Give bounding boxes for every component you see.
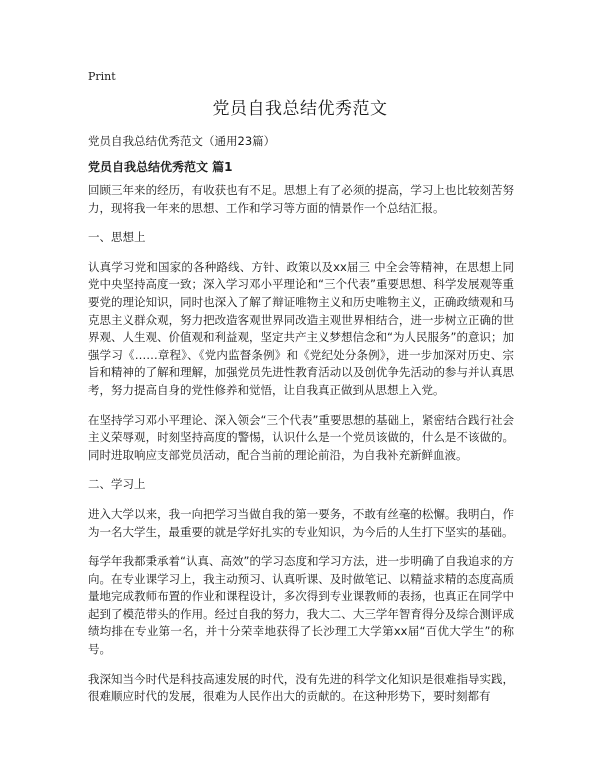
- paragraph-thought-2: 在坚持学习邓小平理论、深入领会“三个代表”重要思想的基础上，紧密结合践行社会主义荣辱观，时刻坚持高度的警惕，认识什么是一个党员该做的，什么是不该做的。同时进取响应支部党员活动，配合当前的理论前沿，为自我补充新鲜血液。: [88, 412, 514, 462]
- document-body: [88, 182, 514, 718]
- document-subtitle: 党员自我总结优秀范文（通用23篇）: [88, 134, 276, 148]
- paragraph-intro: 回顾三年来的经历，有收获也有不足。思想上有了必须的提高，学习上也比较刻苦努力，现将我一年来的思想、工作和学习等方面的情景作一个总结汇报。: [88, 183, 514, 215]
- paragraph-study-1: 进入大学以来，我一向把学习当做自我的第一要务，不敢有丝毫的松懈。我明白，作为一名大学生，最重要的就是学好扎实的专业知识，为今后的人生打下坚实的基础。: [88, 506, 514, 539]
- print-link[interactable]: Print: [88, 70, 116, 83]
- document-title: 党员自我总结优秀范文: [212, 99, 388, 119]
- paragraph-thought-1: 认真学习党和国家的各种路线、方针、政策以及xx届三 中全会等精神，在思想上同党中央坚持高度一致；深入学习邓小平理论和“三个代表”重要思想、科学发展观等重要党的理论知识，同时也深入了解了辩证唯物主义和历史唯物主义，正确政绩观和马克思主义群众观，努力把改造客观世界同改造主观世界相结合，进一步树立正确的世界观、人生观、价值观和利益观，坚定共产主义梦想信念和“为人民服务”的意识；加强学习《……章程》、《党内监督条例》和《党纪处分条例》，进一步加深对历史、宗旨和精神的了解和理解，加强党员先进性教育活动以及创优争先活动的参与并认真思考，努力提高自身的党性修养和觉悟，让自我真正做到从思想上入党。: [88, 259, 514, 397]
- paragraph-study-2: 每学年我都秉承着“认真、高效”的学习态度和学习方法，进一步明确了自我追求的方向。在专业课学习上，我主动预习、认真听课、及时做笔记、以精益求精的态度高质量地完成教师布置的作业和课程设计，多次得到专业课教师的表扬，也真正在同学中起到了模范带头的作用。经过自我的努力，我大二、大三学年智育得分及综合测评成绩均排在专业第一名，并十分荣幸地获得了长沙理工大学第xx届“百优大学生”的称号。: [88, 554, 514, 657]
- subheading-thought: 一、思想上: [88, 230, 146, 245]
- section-heading: 党员自我总结优秀范文 篇1: [88, 160, 233, 174]
- subheading-study: 二、学习上: [88, 477, 146, 492]
- paragraph-study-3: 我深知当今时代是科技高速发展的时代，没有先进的科学文化知识是很难指导实践，很难顺应时代的发展，很难为人民作出大的贡献的。在这种形势下，要时刻都有: [88, 671, 514, 704]
